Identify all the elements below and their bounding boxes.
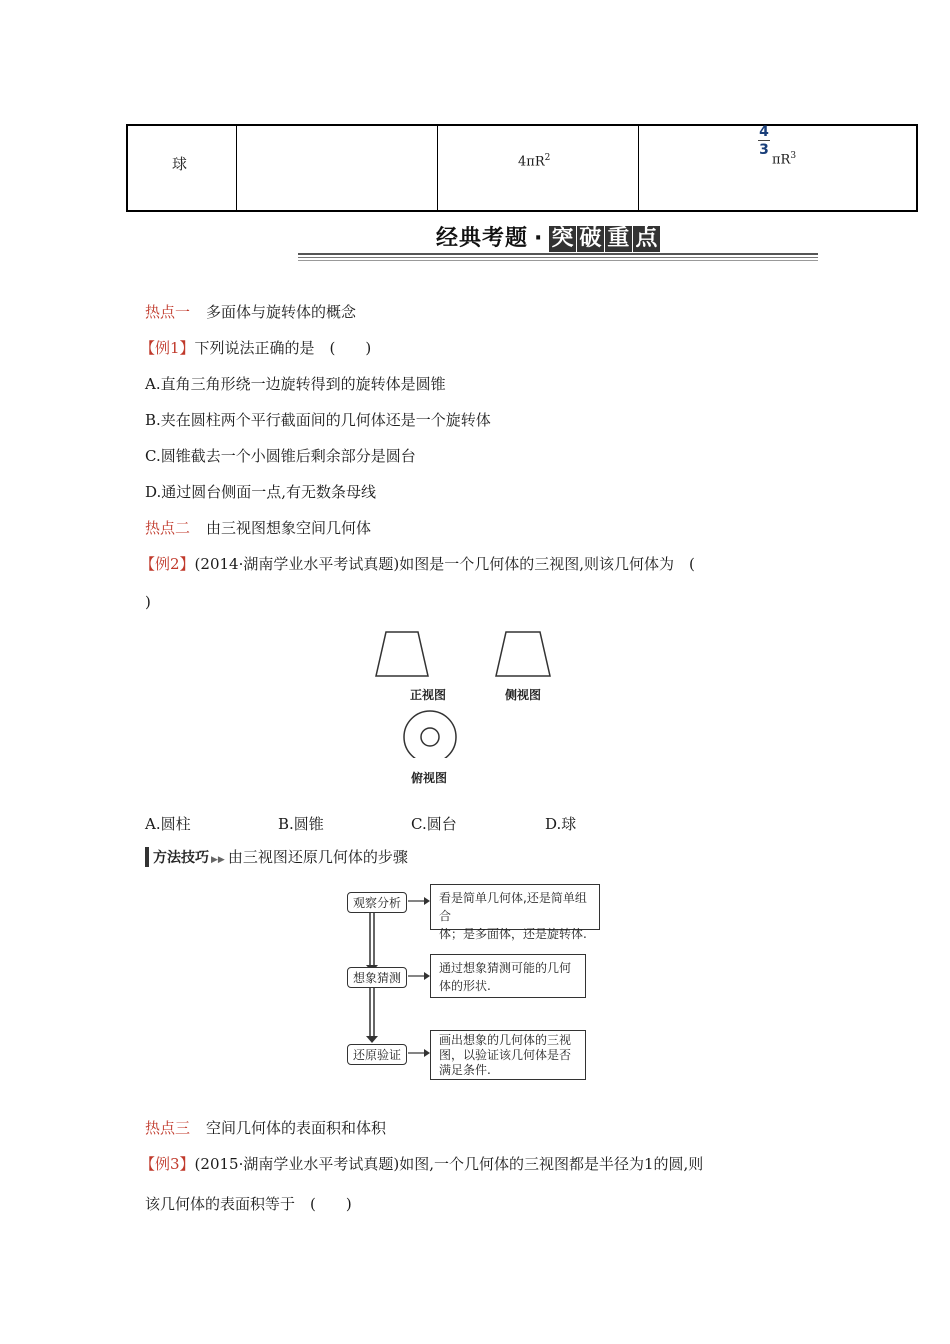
flow-desc-line: 图，以验证该几何体是否 [439,1048,572,1062]
volume-numerator: 4 [759,124,769,140]
banner-rule [298,257,818,258]
example-2-stem-end: ) [145,593,151,611]
hot-point-title: 空间几何体的表面积和体积 [206,1119,387,1137]
banner-dot: · [534,226,544,251]
hot-point-tag: 热点二 [145,519,191,537]
flow-desc-line: 体的形状. [439,979,491,993]
method-tag: 方法技巧 [145,847,209,867]
flow-step-observe: 观察分析 [347,892,407,913]
example-3-stem-line2: 该几何体的表面积等于 ( ) [145,1195,352,1213]
method-title: 由三视图还原几何体的步骤 [227,848,408,866]
example-question: (2014·湖南学业水平考试真题)如图是一个几何体的三视图,则该几何体为 ( [194,555,695,573]
side-view-trapezoid [496,632,550,676]
side-view-label: 侧视图 [505,688,542,702]
example-tag: 【例3】 [140,1155,195,1173]
hot-point-3-heading [145,1117,386,1138]
flow-desc-line: 看是简单几何体,还是简单组合 [439,891,587,923]
example-3-stem [140,1153,703,1174]
hot-point-tag: 热点一 [145,303,191,321]
flow-desc-imagine [430,954,586,998]
flow-desc-verify [430,1030,586,1080]
example-tag: 【例1】 [140,339,195,357]
banner-char: 突 [551,226,575,251]
hot-point-title: 多面体与旋转体的概念 [206,303,357,321]
front-view-trapezoid [376,632,428,676]
example-1-option-a: A.直角三角形绕一边旋转得到的旋转体是圆锥 [145,375,446,393]
example-1-option-b: B.夹在圆柱两个平行截面间的几何体还是一个旋转体 [145,411,491,429]
top-view-inner-circle [421,728,439,746]
table-cell-name: 球 [172,155,188,173]
example-2-option-a: A.圆柱 [145,815,191,833]
flow-desc-line: 体；是多面体，还是旋转体. [439,927,587,941]
example-1-option-c: C.圆锥截去一个小圆锥后剩余部分是圆台 [145,447,416,465]
example-question: 下列说法正确的是 ( ) [194,339,372,357]
banner-char: 破 [579,226,603,251]
example-1-option-d: D.通过圆台侧面一点,有无数条母线 [145,483,377,501]
flow-desc-line: 画出想象的几何体的三视 [439,1033,572,1047]
example-2-option-c: C.圆台 [411,815,457,833]
banner-rule [298,260,818,261]
hot-point-title: 由三视图想象空间几何体 [206,519,372,537]
table-cell-surface: $4\pi R^2$ [518,153,551,170]
flow-step-verify: 还原验证 [347,1044,407,1065]
hot-point-1-heading [145,301,356,322]
section-banner [436,221,661,252]
table-cell-volume: $\pi R^3$ [772,151,797,168]
example-2-stem [140,553,695,574]
banner-rule [298,253,818,255]
banner-char: 重 [607,226,631,251]
example-2-option-d: D.球 [545,815,577,833]
double-triangle-icon: ▶▶ [211,855,225,865]
banner-lead: 经典考题 [436,226,529,251]
method-tip-heading [145,846,408,867]
flow-arrow-head [366,1036,378,1043]
flow-desc-line: 通过想象猜测可能的几何 [439,961,572,975]
example-1-stem [140,337,371,358]
flow-step-imagine: 想象猜测 [347,967,407,988]
example-question: (2015·湖南学业水平考试真题)如图,一个几何体的三视图都是半径为1的圆,则 [194,1155,704,1173]
example-tag: 【例2】 [140,555,195,573]
volume-denominator: 3 [759,142,769,158]
example-2-option-b: B.圆锥 [278,815,324,833]
flow-desc-line: 满足条件. [439,1063,491,1077]
hot-point-2-heading [145,517,371,538]
volume-fraction [758,124,770,159]
front-view-label: 正视图 [410,688,447,702]
top-view-label: 俯视图 [411,771,448,785]
table-col-figure [237,126,438,210]
flow-desc-observe [430,884,600,941]
hot-point-tag: 热点三 [145,1119,191,1137]
banner-char: 点 [635,226,659,251]
